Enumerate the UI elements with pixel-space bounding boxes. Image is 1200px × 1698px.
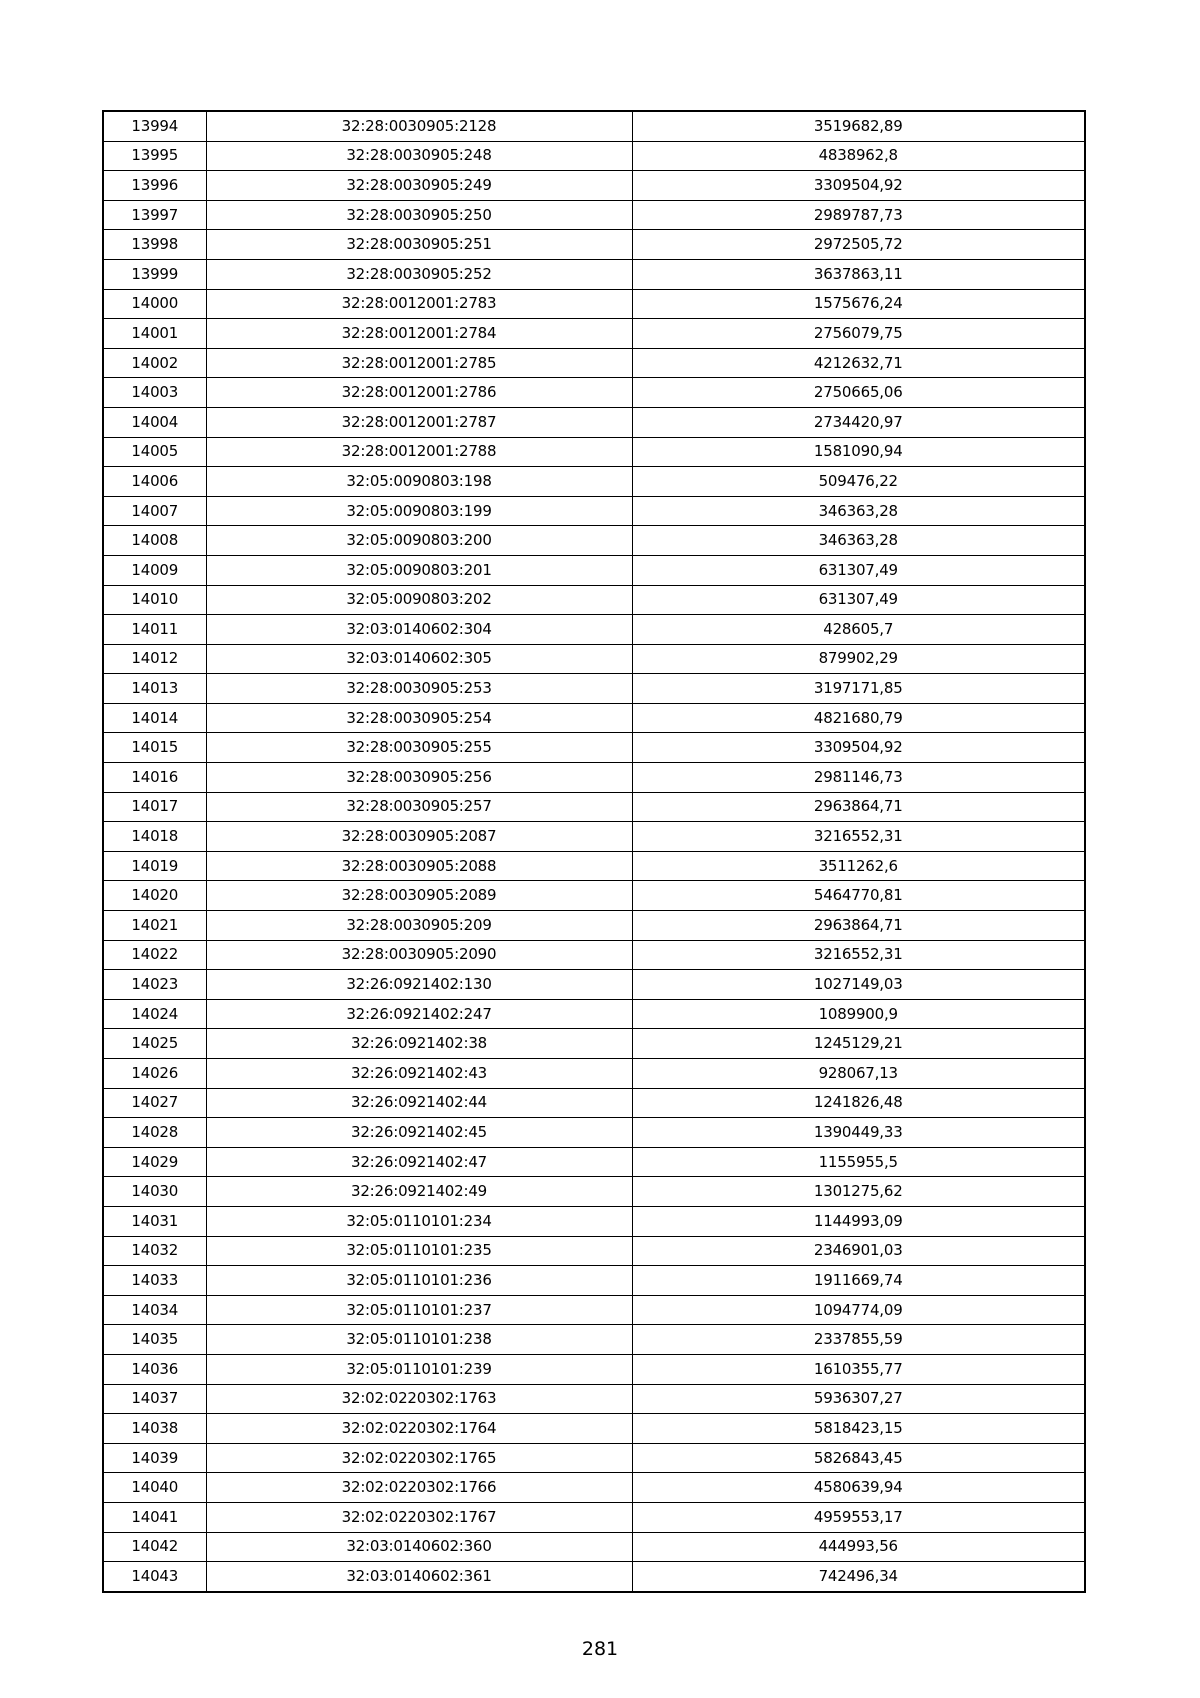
row-number-cell: 14041 bbox=[103, 1502, 206, 1532]
table-row bbox=[103, 733, 1085, 763]
cadastral-number-cell: 32:28:0030905:250 bbox=[206, 200, 632, 230]
cadastral-number-cell: 32:28:0030905:2088 bbox=[206, 851, 632, 881]
cadastral-number-cell: 32:28:0030905:2090 bbox=[206, 940, 632, 970]
row-number-cell: 14003 bbox=[103, 378, 206, 408]
table-row bbox=[103, 851, 1085, 881]
table-row bbox=[103, 1059, 1085, 1089]
value-cell: 3216552,31 bbox=[632, 822, 1085, 852]
row-number-cell: 13995 bbox=[103, 141, 206, 171]
cadastral-number-cell: 32:26:0921402:47 bbox=[206, 1147, 632, 1177]
row-number-cell: 14020 bbox=[103, 881, 206, 911]
row-number-cell: 14042 bbox=[103, 1532, 206, 1562]
cadastral-number-cell: 32:28:0030905:252 bbox=[206, 259, 632, 289]
table-row bbox=[103, 259, 1085, 289]
table-row bbox=[103, 881, 1085, 911]
table-row bbox=[103, 1414, 1085, 1444]
row-number-cell: 14021 bbox=[103, 911, 206, 941]
table-row bbox=[103, 940, 1085, 970]
row-number-cell: 14026 bbox=[103, 1059, 206, 1089]
cadastral-number-cell: 32:05:0090803:200 bbox=[206, 526, 632, 556]
value-cell: 1241826,48 bbox=[632, 1088, 1085, 1118]
row-number-cell: 14019 bbox=[103, 851, 206, 881]
cadastral-number-cell: 32:28:0030905:254 bbox=[206, 703, 632, 733]
row-number-cell: 14022 bbox=[103, 940, 206, 970]
cadastral-number-cell: 32:05:0110101:236 bbox=[206, 1266, 632, 1296]
row-number-cell: 14001 bbox=[103, 319, 206, 349]
cadastral-number-cell: 32:03:0140602:360 bbox=[206, 1532, 632, 1562]
value-cell: 3309504,92 bbox=[632, 171, 1085, 201]
row-number-cell: 14039 bbox=[103, 1443, 206, 1473]
row-number-cell: 14002 bbox=[103, 348, 206, 378]
row-number-cell: 14015 bbox=[103, 733, 206, 763]
cadastral-number-cell: 32:28:0030905:2087 bbox=[206, 822, 632, 852]
value-cell: 3216552,31 bbox=[632, 940, 1085, 970]
value-cell: 346363,28 bbox=[632, 496, 1085, 526]
value-cell: 428605,7 bbox=[632, 615, 1085, 645]
table-row bbox=[103, 644, 1085, 674]
table-row bbox=[103, 703, 1085, 733]
table-row bbox=[103, 1443, 1085, 1473]
row-number-cell: 14013 bbox=[103, 674, 206, 704]
row-number-cell: 14034 bbox=[103, 1295, 206, 1325]
value-cell: 4959553,17 bbox=[632, 1502, 1085, 1532]
value-cell: 1581090,94 bbox=[632, 437, 1085, 467]
cadastral-number-cell: 32:03:0140602:361 bbox=[206, 1562, 632, 1592]
value-cell: 3519682,89 bbox=[632, 111, 1085, 141]
table-row bbox=[103, 319, 1085, 349]
cadastral-number-cell: 32:28:0012001:2788 bbox=[206, 437, 632, 467]
table-row bbox=[103, 1325, 1085, 1355]
table-row bbox=[103, 970, 1085, 1000]
table-row bbox=[103, 289, 1085, 319]
value-cell: 2734420,97 bbox=[632, 407, 1085, 437]
cadastral-number-cell: 32:26:0921402:247 bbox=[206, 999, 632, 1029]
cadastral-number-cell: 32:28:0012001:2783 bbox=[206, 289, 632, 319]
row-number-cell: 14043 bbox=[103, 1562, 206, 1592]
table-row bbox=[103, 111, 1085, 141]
table-row bbox=[103, 1088, 1085, 1118]
table-row bbox=[103, 1206, 1085, 1236]
table-row bbox=[103, 1384, 1085, 1414]
cadastral-number-cell: 32:05:0110101:235 bbox=[206, 1236, 632, 1266]
table-row bbox=[103, 911, 1085, 941]
row-number-cell: 13999 bbox=[103, 259, 206, 289]
row-number-cell: 14004 bbox=[103, 407, 206, 437]
value-cell: 1144993,09 bbox=[632, 1206, 1085, 1236]
value-cell: 2963864,71 bbox=[632, 911, 1085, 941]
cadastral-number-cell: 32:26:0921402:43 bbox=[206, 1059, 632, 1089]
table-row bbox=[103, 526, 1085, 556]
row-number-cell: 14023 bbox=[103, 970, 206, 1000]
row-number-cell: 14000 bbox=[103, 289, 206, 319]
row-number-cell: 14017 bbox=[103, 792, 206, 822]
table-row bbox=[103, 171, 1085, 201]
row-number-cell: 14008 bbox=[103, 526, 206, 556]
row-number-cell: 14006 bbox=[103, 467, 206, 497]
row-number-cell: 13996 bbox=[103, 171, 206, 201]
value-cell: 1089900,9 bbox=[632, 999, 1085, 1029]
row-number-cell: 14016 bbox=[103, 763, 206, 793]
cadastral-number-cell: 32:28:0030905:256 bbox=[206, 763, 632, 793]
table-row bbox=[103, 1502, 1085, 1532]
cadastral-number-cell: 32:03:0140602:304 bbox=[206, 615, 632, 645]
table-row bbox=[103, 822, 1085, 852]
value-cell: 4838962,8 bbox=[632, 141, 1085, 171]
value-cell: 3511262,6 bbox=[632, 851, 1085, 881]
row-number-cell: 14031 bbox=[103, 1206, 206, 1236]
cadastral-number-cell: 32:02:0220302:1765 bbox=[206, 1443, 632, 1473]
table-row bbox=[103, 1177, 1085, 1207]
value-cell: 742496,34 bbox=[632, 1562, 1085, 1592]
table-row bbox=[103, 437, 1085, 467]
row-number-cell: 14027 bbox=[103, 1088, 206, 1118]
value-cell: 1575676,24 bbox=[632, 289, 1085, 319]
row-number-cell: 14011 bbox=[103, 615, 206, 645]
value-cell: 1301275,62 bbox=[632, 1177, 1085, 1207]
row-number-cell: 14010 bbox=[103, 585, 206, 615]
table-row bbox=[103, 348, 1085, 378]
value-cell: 346363,28 bbox=[632, 526, 1085, 556]
table-row bbox=[103, 1562, 1085, 1592]
table-row bbox=[103, 585, 1085, 615]
cadastral-number-cell: 32:05:0110101:238 bbox=[206, 1325, 632, 1355]
value-cell: 4212632,71 bbox=[632, 348, 1085, 378]
cadastral-number-cell: 32:05:0090803:202 bbox=[206, 585, 632, 615]
table-row bbox=[103, 555, 1085, 585]
value-cell: 4821680,79 bbox=[632, 703, 1085, 733]
row-number-cell: 14014 bbox=[103, 703, 206, 733]
row-number-cell: 14037 bbox=[103, 1384, 206, 1414]
cadastral-number-cell: 32:26:0921402:38 bbox=[206, 1029, 632, 1059]
value-cell: 2989787,73 bbox=[632, 200, 1085, 230]
cadastral-number-cell: 32:05:0110101:239 bbox=[206, 1354, 632, 1384]
value-cell: 3309504,92 bbox=[632, 733, 1085, 763]
cadastral-number-cell: 32:28:0030905:249 bbox=[206, 171, 632, 201]
value-cell: 1245129,21 bbox=[632, 1029, 1085, 1059]
table-row bbox=[103, 230, 1085, 260]
table-row bbox=[103, 200, 1085, 230]
table-row bbox=[103, 1266, 1085, 1296]
table-row bbox=[103, 467, 1085, 497]
cadastral-number-cell: 32:28:0030905:209 bbox=[206, 911, 632, 941]
value-cell: 509476,22 bbox=[632, 467, 1085, 497]
table-row bbox=[103, 1532, 1085, 1562]
table-row bbox=[103, 1473, 1085, 1503]
page-number: 281 bbox=[581, 1638, 619, 1660]
cadastral-number-cell: 32:28:0030905:253 bbox=[206, 674, 632, 704]
value-cell: 2972505,72 bbox=[632, 230, 1085, 260]
row-number-cell: 14005 bbox=[103, 437, 206, 467]
row-number-cell: 13994 bbox=[103, 111, 206, 141]
cadastral-number-cell: 32:05:0090803:199 bbox=[206, 496, 632, 526]
table-row bbox=[103, 1295, 1085, 1325]
cadastral-number-cell: 32:05:0110101:237 bbox=[206, 1295, 632, 1325]
row-number-cell: 14007 bbox=[103, 496, 206, 526]
value-cell: 928067,13 bbox=[632, 1059, 1085, 1089]
table-row bbox=[103, 141, 1085, 171]
data-table bbox=[102, 110, 1086, 1593]
cadastral-number-cell: 32:02:0220302:1766 bbox=[206, 1473, 632, 1503]
value-cell: 2981146,73 bbox=[632, 763, 1085, 793]
row-number-cell: 14012 bbox=[103, 644, 206, 674]
row-number-cell: 14032 bbox=[103, 1236, 206, 1266]
cadastral-number-cell: 32:28:0030905:257 bbox=[206, 792, 632, 822]
cadastral-number-cell: 32:26:0921402:49 bbox=[206, 1177, 632, 1207]
cadastral-number-cell: 32:02:0220302:1767 bbox=[206, 1502, 632, 1532]
value-cell: 1155955,5 bbox=[632, 1147, 1085, 1177]
cadastral-number-cell: 32:28:0030905:2089 bbox=[206, 881, 632, 911]
value-cell: 2963864,71 bbox=[632, 792, 1085, 822]
value-cell: 1610355,77 bbox=[632, 1354, 1085, 1384]
table-row bbox=[103, 1118, 1085, 1148]
value-cell: 1094774,09 bbox=[632, 1295, 1085, 1325]
value-cell: 1911669,74 bbox=[632, 1266, 1085, 1296]
row-number-cell: 13998 bbox=[103, 230, 206, 260]
cadastral-number-cell: 32:28:0012001:2784 bbox=[206, 319, 632, 349]
value-cell: 5936307,27 bbox=[632, 1384, 1085, 1414]
value-cell: 3197171,85 bbox=[632, 674, 1085, 704]
value-cell: 1027149,03 bbox=[632, 970, 1085, 1000]
table-row bbox=[103, 378, 1085, 408]
value-cell: 631307,49 bbox=[632, 555, 1085, 585]
cadastral-number-cell: 32:28:0012001:2787 bbox=[206, 407, 632, 437]
value-cell: 2346901,03 bbox=[632, 1236, 1085, 1266]
cadastral-number-cell: 32:28:0012001:2785 bbox=[206, 348, 632, 378]
cadastral-number-cell: 32:02:0220302:1763 bbox=[206, 1384, 632, 1414]
cadastral-number-cell: 32:28:0030905:248 bbox=[206, 141, 632, 171]
table-row bbox=[103, 615, 1085, 645]
cadastral-number-cell: 32:05:0090803:201 bbox=[206, 555, 632, 585]
value-cell: 1390449,33 bbox=[632, 1118, 1085, 1148]
table-row bbox=[103, 792, 1085, 822]
cadastral-number-cell: 32:05:0110101:234 bbox=[206, 1206, 632, 1236]
row-number-cell: 14036 bbox=[103, 1354, 206, 1384]
value-cell: 5826843,45 bbox=[632, 1443, 1085, 1473]
cadastral-number-cell: 32:28:0012001:2786 bbox=[206, 378, 632, 408]
value-cell: 5464770,81 bbox=[632, 881, 1085, 911]
cadastral-number-cell: 32:03:0140602:305 bbox=[206, 644, 632, 674]
cadastral-number-cell: 32:26:0921402:45 bbox=[206, 1118, 632, 1148]
row-number-cell: 14038 bbox=[103, 1414, 206, 1444]
row-number-cell: 14028 bbox=[103, 1118, 206, 1148]
value-cell: 2756079,75 bbox=[632, 319, 1085, 349]
row-number-cell: 13997 bbox=[103, 200, 206, 230]
cadastral-number-cell: 32:28:0030905:255 bbox=[206, 733, 632, 763]
value-cell: 2750665,06 bbox=[632, 378, 1085, 408]
value-cell: 2337855,59 bbox=[632, 1325, 1085, 1355]
row-number-cell: 14024 bbox=[103, 999, 206, 1029]
row-number-cell: 14033 bbox=[103, 1266, 206, 1296]
row-number-cell: 14040 bbox=[103, 1473, 206, 1503]
table-row bbox=[103, 999, 1085, 1029]
table-row bbox=[103, 496, 1085, 526]
value-cell: 631307,49 bbox=[632, 585, 1085, 615]
cadastral-number-cell: 32:05:0090803:198 bbox=[206, 467, 632, 497]
table-row bbox=[103, 674, 1085, 704]
cadastral-number-cell: 32:02:0220302:1764 bbox=[206, 1414, 632, 1444]
row-number-cell: 14025 bbox=[103, 1029, 206, 1059]
table-row bbox=[103, 407, 1085, 437]
table-row bbox=[103, 763, 1085, 793]
row-number-cell: 14029 bbox=[103, 1147, 206, 1177]
table-body bbox=[103, 111, 1085, 1592]
row-number-cell: 14009 bbox=[103, 555, 206, 585]
table-row bbox=[103, 1029, 1085, 1059]
table-row bbox=[103, 1147, 1085, 1177]
table-row bbox=[103, 1236, 1085, 1266]
value-cell: 879902,29 bbox=[632, 644, 1085, 674]
value-cell: 444993,56 bbox=[632, 1532, 1085, 1562]
cadastral-number-cell: 32:26:0921402:130 bbox=[206, 970, 632, 1000]
row-number-cell: 14030 bbox=[103, 1177, 206, 1207]
value-cell: 4580639,94 bbox=[632, 1473, 1085, 1503]
cadastral-number-cell: 32:26:0921402:44 bbox=[206, 1088, 632, 1118]
value-cell: 5818423,15 bbox=[632, 1414, 1085, 1444]
row-number-cell: 14018 bbox=[103, 822, 206, 852]
value-cell: 3637863,11 bbox=[632, 259, 1085, 289]
row-number-cell: 14035 bbox=[103, 1325, 206, 1355]
table-row bbox=[103, 1354, 1085, 1384]
cadastral-number-cell: 32:28:0030905:251 bbox=[206, 230, 632, 260]
cadastral-number-cell: 32:28:0030905:2128 bbox=[206, 111, 632, 141]
